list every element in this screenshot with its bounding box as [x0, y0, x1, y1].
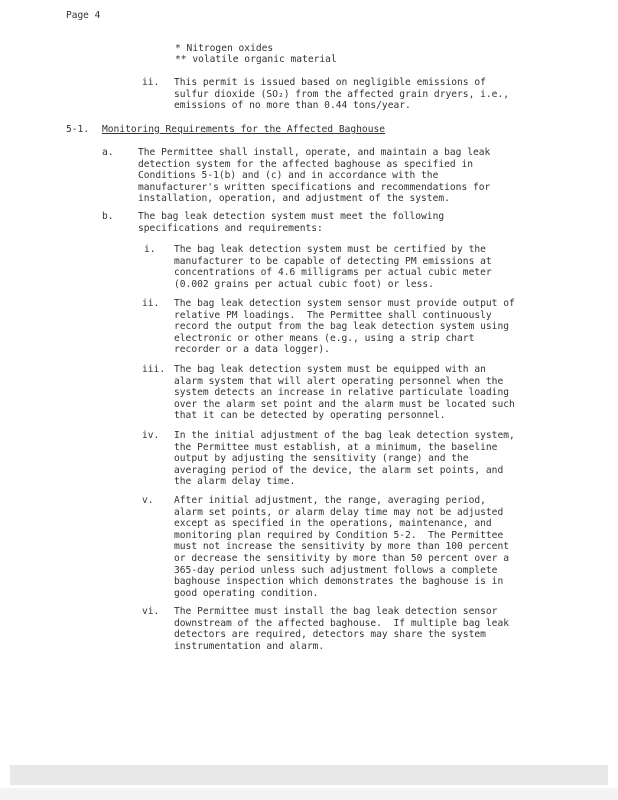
- section-number: 5-1.: [66, 124, 90, 135]
- sub-item-label: ii.: [142, 298, 160, 309]
- sub-item-text: The bag leak detection system must be certified by the manufacturer to be capable of detecting PM emissions at concentrations of 4.6 milligrams per actual cubic meter (0.002 grains per actual cubic foot) or less.: [174, 244, 492, 290]
- sub-item-text: After initial adjustment, the range, averaging period, alarm set points, or alarm delay time may not be adjusted except as specified in the operations, maintenance, and monitoring plan required by Condition 5-2. The Permittee must not increase the sensitivity by more than 100 percent or decrease the sensitivity by more than 50 percent over a 365-day period unless such adjustment follows a complete baghouse inspection which demonstrates the baghouse is in good operating condition.: [174, 495, 510, 599]
- page-number: Page 4: [66, 10, 101, 21]
- sub-item-text: The bag leak detection system sensor must provide output of relative PM loadings. The Permittee shall continuously record the output from the bag leak detection system using electronic or other means (e.g., using a strip chart recorder or a data logger).: [174, 298, 515, 356]
- footnote-volatile-organic: ** volatile organic material: [175, 54, 337, 65]
- footnote-nitrogen-oxides: * Nitrogen oxides: [175, 43, 274, 54]
- item-ii-text: This permit is issued based on negligible emissions of sulfur dioxide (SO₂) from the affected grain dryers, i.e., emissions of no more than 0.44 tons/year.: [174, 77, 510, 112]
- sub-item-text: The bag leak detection system must be equipped with an alarm system that will alert operating personnel when the system detects an increase in relative particulate loading over the alarm set point and the alarm must be located such that it can be detected by operating personnel.: [174, 364, 515, 422]
- item-b-text: The bag leak detection system must meet the following specifications and requirements:: [138, 211, 445, 234]
- scan-footer-band: [10, 765, 608, 785]
- item-a-label: a.: [102, 147, 114, 158]
- scan-bottom-edge: [0, 788, 618, 800]
- section-title: Monitoring Requirements for the Affected Baghouse: [102, 124, 386, 135]
- item-a-text: The Permittee shall install, operate, and maintain a bag leak detection system for the affected baghouse as specified in Conditions 5-1(b) and (c) and in accordance with the manufacturer's written specifications and recommendations for installation, operation, and adjustment of the system.: [138, 147, 491, 205]
- sub-item-text: The Permittee must install the bag leak detection sensor downstream of the affected baghouse. If multiple bag leak detectors are required, detectors may share the system instrumentation and alarm.: [174, 606, 510, 652]
- sub-item-label: vi.: [142, 606, 160, 617]
- sub-item-label: v.: [142, 495, 154, 506]
- sub-item-label: iv.: [142, 430, 160, 441]
- item-ii-label: ii.: [142, 77, 160, 88]
- sub-item-text: In the initial adjustment of the bag leak detection system, the Permittee must establish, at a minimum, the baseline output by adjusting the sensitivity (range) and the averaging period of the device, the alarm set points, and the alarm delay time.: [174, 430, 515, 488]
- sub-item-label: iii.: [142, 364, 166, 375]
- item-b-label: b.: [102, 211, 114, 222]
- sub-item-label: i.: [144, 244, 156, 255]
